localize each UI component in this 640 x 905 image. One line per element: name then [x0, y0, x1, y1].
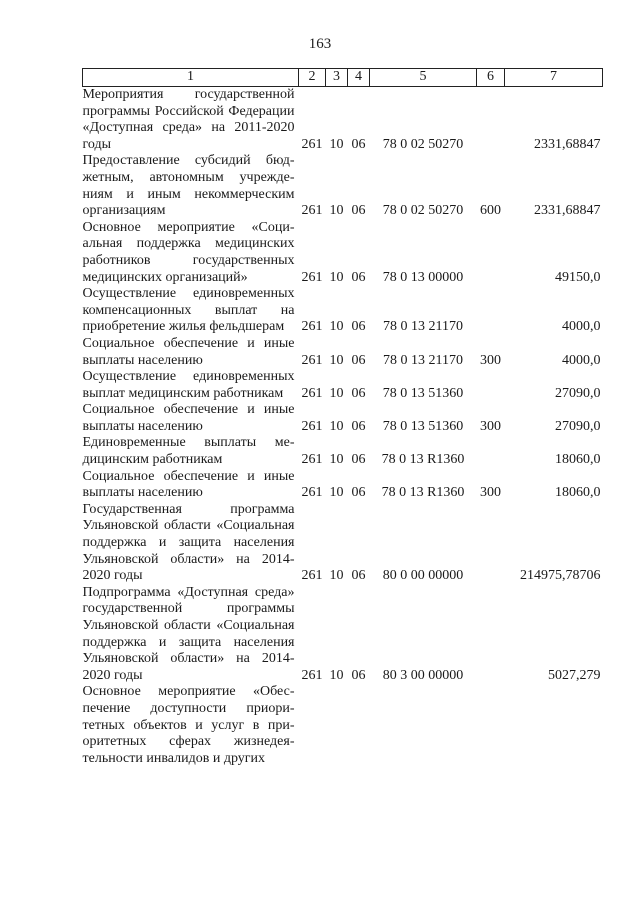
target-article-code: 78 0 13 51360: [382, 418, 464, 434]
expense-type-code: [477, 502, 505, 585]
amount: 4000,0: [562, 352, 601, 368]
admin-code: [299, 684, 326, 767]
section-code: 10: [329, 452, 344, 468]
expense-type-code: [477, 220, 505, 286]
item-name: Социальное обеспечение и иные выплаты населению: [82, 402, 295, 434]
subsection-code: 06: [351, 136, 366, 152]
expense-type-code: 600: [480, 203, 501, 219]
amount: 27090,0: [555, 385, 601, 401]
table-row: [83, 469, 603, 502]
section-code: 10: [329, 203, 344, 219]
subsection-code: 06: [351, 269, 366, 285]
table-row: [83, 286, 603, 336]
target-article-code: 78 0 13 00000: [382, 269, 464, 285]
subsection-code: 06: [351, 452, 366, 468]
header-col-4: 4: [348, 69, 370, 87]
target-article-code: 80 3 00 00000: [382, 667, 464, 683]
item-name: Осуществление единовременных выплат медицинским работникам: [82, 369, 295, 401]
item-name: Социальное обеспечение и иные выплаты населению: [82, 468, 295, 501]
admin-code: 261: [301, 352, 323, 368]
section-code: 10: [329, 485, 344, 501]
expense-type-code: 300: [480, 352, 501, 368]
target-article-code: 78 0 02 50270: [382, 136, 464, 152]
target-article-code: 78 0 13 21170: [383, 319, 463, 335]
section-code: 10: [329, 136, 344, 152]
target-article-code: 78 0 13 R1360: [381, 452, 465, 468]
subsection-code: [348, 684, 370, 767]
target-article-code: 78 0 02 50270: [382, 203, 464, 219]
table-row: [83, 87, 603, 154]
amount: 18060,0: [555, 485, 601, 501]
table-row: [83, 220, 603, 286]
header-row: [83, 69, 603, 87]
header-col-2: 2: [299, 69, 326, 87]
expense-type-code: [477, 435, 505, 468]
admin-code: 261: [301, 485, 323, 501]
target-article-code: 80 0 00 00000: [382, 568, 464, 584]
item-name: Мероприятия государственной программы Российской Федерации «Доступная среда» на 2011-2020 годы: [82, 87, 295, 152]
target-article-code: 78 0 13 51360: [382, 385, 464, 401]
table-row: [83, 435, 603, 468]
subsection-code: 06: [351, 418, 366, 434]
header-col-5: 5: [370, 69, 477, 87]
admin-code: 261: [301, 568, 323, 584]
table-row: [83, 502, 603, 585]
expense-type-code: [477, 286, 505, 336]
subsection-code: 06: [351, 485, 366, 501]
expense-type-code: [477, 369, 505, 402]
table-row: [83, 336, 603, 369]
header-col-1: 1: [83, 69, 299, 87]
section-code: 10: [329, 269, 344, 285]
amount: [505, 684, 603, 767]
expense-type-code: [477, 87, 505, 154]
amount: 5027,279: [548, 667, 601, 683]
amount: 4000,0: [562, 319, 601, 335]
admin-code: 261: [301, 319, 323, 335]
page-number: 163: [308, 36, 332, 52]
amount: 2331,68847: [534, 136, 601, 152]
amount: 49150,0: [555, 269, 601, 285]
table-header: [83, 69, 603, 87]
admin-code: 261: [301, 269, 323, 285]
item-name: Подпрограмма «Доступная среда» государственной программы Ульяновской области «Социальная поддержка и защита населения Ульяновской области» на 2014-2020 годы: [82, 584, 295, 683]
header-col-6: 6: [477, 69, 505, 87]
section-code: 10: [329, 568, 344, 584]
item-name: Основное мероприятие «Обеспечение доступности приоритетных объектов и услуг в приоритетных сферах жизнедеятельности инвалидов и других: [82, 684, 295, 766]
subsection-code: 06: [351, 203, 366, 219]
section-code: 10: [329, 667, 344, 683]
subsection-code: 06: [351, 352, 366, 368]
table-row: [83, 369, 603, 402]
amount: 214975,78706: [520, 568, 601, 584]
item-name: Основное мероприятие «Социальная поддержка медицинских работников государственных медицинских организаций»: [82, 219, 295, 285]
admin-code: 261: [301, 385, 323, 401]
section-code: 10: [329, 418, 344, 434]
admin-code: 261: [301, 452, 323, 468]
target-article-code: 78 0 13 21170: [383, 352, 463, 368]
section-code: [326, 684, 348, 767]
item-name: Социальное обеспечение и иные выплаты населению: [82, 335, 295, 368]
target-article-code: 78 0 13 R1360: [381, 485, 465, 501]
item-name: Единовременные выплаты медицинским работникам: [82, 435, 295, 468]
subsection-code: 06: [351, 568, 366, 584]
section-code: 10: [329, 352, 344, 368]
subsection-code: 06: [351, 667, 366, 683]
table-body: [83, 87, 603, 768]
expense-type-code: 300: [480, 485, 501, 501]
item-name: Государственная программа Ульяновской области «Социальная поддержка и защита населения Ульяновской области» на 2014-2020 годы: [82, 501, 295, 584]
subsection-code: 06: [351, 385, 366, 401]
target-article-code: [370, 684, 477, 767]
admin-code: 261: [301, 136, 323, 152]
expense-type-code: [477, 585, 505, 685]
table-row: [83, 585, 603, 685]
amount: 27090,0: [555, 418, 601, 434]
admin-code: 261: [301, 203, 323, 219]
admin-code: 261: [301, 418, 323, 434]
admin-code: 261: [301, 667, 323, 683]
amount: 2331,68847: [534, 203, 601, 219]
subsection-code: 06: [351, 319, 366, 335]
table-row: [83, 684, 603, 767]
section-code: 10: [329, 319, 344, 335]
table-row: [83, 402, 603, 435]
budget-table: [82, 68, 603, 767]
item-name: Предоставление субсидий бюджетным, автономным учреждениям и иным некоммерческим организациям: [82, 153, 295, 219]
expense-type-code: 300: [480, 418, 501, 434]
header-col-3: 3: [326, 69, 348, 87]
header-col-7: 7: [505, 69, 603, 87]
table-row: [83, 153, 603, 219]
item-name: Осуществление единовременных компенсационных выплат на приобретение жилья фельдшерам: [82, 286, 295, 335]
amount: 18060,0: [555, 452, 601, 468]
expense-type-code: [477, 684, 505, 767]
section-code: 10: [329, 385, 344, 401]
